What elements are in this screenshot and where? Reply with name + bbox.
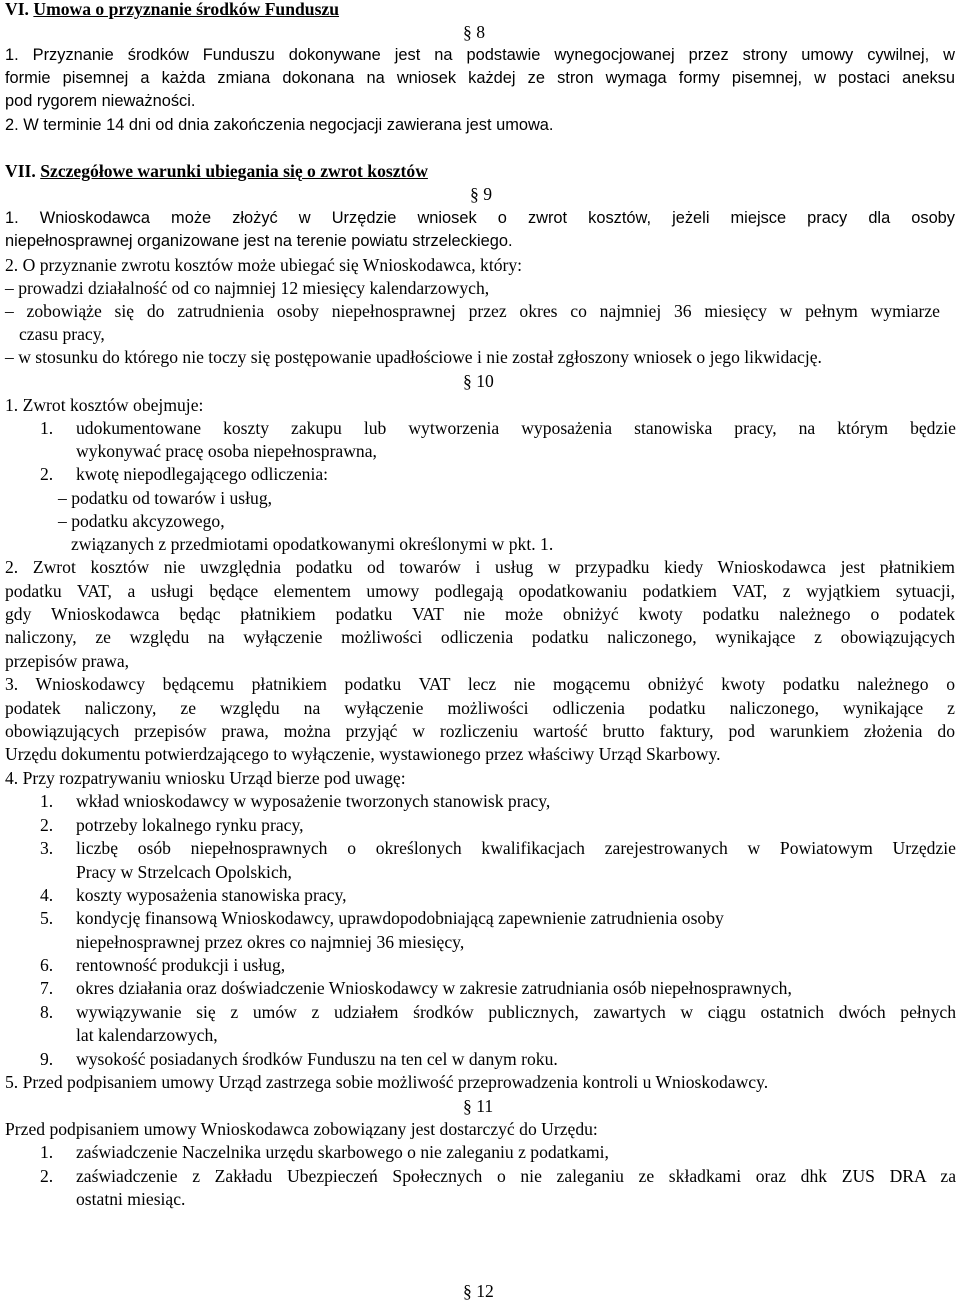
list-number: 9. bbox=[40, 1049, 54, 1069]
list-item: okres działania oraz doświadczenie Wnioskodawcy w zakresie zatrudniania osób niepełnosprawnych, bbox=[76, 978, 792, 998]
list-number: 1. bbox=[40, 1142, 54, 1162]
list-item: kondycję finansową Wnioskodawcy, uprawdopodobniającą zapewnienie zatrudnienia osoby bbox=[76, 908, 724, 928]
paragraph-text: niepełnosprawnej organizowane jest na terenie powiatu strzeleckiego. bbox=[5, 232, 513, 250]
paragraph-text: podatku VAT, a usługi będące elementem umowy podlegają opodatkowaniu podatkiem VAT, z wyjątkiem sytuacji, bbox=[5, 581, 955, 601]
list-item-continuation: czasu pracy, bbox=[19, 324, 105, 344]
paragraph-text: 1. Wnioskodawca może złożyć w Urzędzie wniosek o zwrot kosztów, jeżeli miejsce pracy dla osoby bbox=[5, 209, 955, 227]
list-item: udokumentowane koszty zakupu lub wytworzenia wyposażenia stanowiska pracy, na którym będzie bbox=[76, 418, 956, 438]
list-item-continuation: ostatni miesiąc. bbox=[76, 1189, 186, 1209]
paragraph-text: przepisów prawa, bbox=[5, 651, 130, 671]
list-item-continuation: lat kalendarzowych, bbox=[76, 1025, 218, 1045]
paragraph-text: 4. Przy rozpatrywaniu wniosku Urząd bierze pod uwagę: bbox=[5, 768, 406, 788]
list-item: wywiązywanie się z umów z udziałem środków publicznych, zawartych w ciągu ostatnich dwóch pełnych bbox=[76, 1002, 956, 1022]
list-item: wkład wnioskodawcy w wyposażenie tworzonych stanowisk pracy, bbox=[76, 791, 551, 811]
list-number: 1. bbox=[40, 791, 54, 811]
list-item: – podatku od towarów i usług, bbox=[58, 488, 273, 508]
list-number: 7. bbox=[40, 978, 54, 998]
paragraph-text: 1. Przyznanie środków Funduszu dokonywane jest na podstawie wynegocjowanej przez strony umowy cywilnej, w bbox=[5, 46, 955, 64]
section-heading-vi bbox=[5, 0, 339, 21]
paragraph-text: 3. Wnioskodawcy będącemu płatnikiem podatku VAT lecz nie mogącemu obniżyć kwoty podatku należnego o bbox=[5, 674, 955, 694]
list-item: – podatku akcyzowego, bbox=[58, 511, 225, 531]
paragraph-text: 2. Zwrot kosztów nie uwzględnia podatku od towarów i usług w przypadku kiedy Wnioskodawca jest płatnikiem bbox=[5, 557, 955, 577]
paragraph-sign-9: § 9 bbox=[470, 184, 492, 204]
list-number: 1. bbox=[40, 418, 54, 438]
list-item: liczbę osób niepełnosprawnych o określonych kwalifikacjach zarejestrowanych w Powiatowym Urzędzie bbox=[76, 838, 956, 858]
list-item: – prowadzi działalność od co najmniej 12 miesięcy kalendarzowych, bbox=[5, 278, 490, 298]
paragraph-text: podatek naliczony, ze względu na wyłączenie możliwości odliczenia podatku naliczonego, wynikające z bbox=[5, 698, 955, 718]
paragraph-sign-11: § 11 bbox=[463, 1096, 494, 1116]
list-item: potrzeby lokalnego rynku pracy, bbox=[76, 815, 304, 835]
paragraph-text: 2. W terminie 14 dni od dnia zakończenia negocjacji zawierana jest umowa. bbox=[5, 116, 554, 134]
paragraph-text: formie pisemnej a każda zmiana dokonana na wniosek każdej ze stron wymaga formy pisemnej, w postaci aneksu bbox=[5, 69, 955, 87]
list-item: zaświadczenie Naczelnika urzędu skarbowego o nie zaleganiu z podatkami, bbox=[76, 1142, 609, 1162]
paragraph-sign-12: § 12 bbox=[463, 1281, 494, 1301]
list-item: rentowność produkcji i usług, bbox=[76, 955, 286, 975]
list-item: – w stosunku do którego nie toczy się postępowanie upadłościowe i nie został zgłoszony wniosek o jego likwidację. bbox=[5, 347, 822, 367]
paragraph-text: 2. O przyznanie zwrotu kosztów może ubiegać się Wnioskodawca, który: bbox=[5, 255, 523, 275]
section-heading-vii bbox=[5, 160, 428, 183]
list-number: 8. bbox=[40, 1002, 54, 1022]
list-item-continuation: Pracy w Strzelcach Opolskich, bbox=[76, 862, 292, 882]
paragraph-text: naliczony, ze względu na wyłączenie możliwości odliczenia podatku naliczonego, wynikające z obowiązujących bbox=[5, 627, 955, 647]
paragraph-text: Urzędu dokumentu potwierdzającego to wyłączenie, wystawionego przez właściwy Urząd Skarbowy. bbox=[5, 744, 721, 764]
list-number: 6. bbox=[40, 955, 54, 975]
list-number: 2. bbox=[40, 464, 54, 484]
paragraph-text: gdy Wnioskodawca będąc płatnikiem podatku VAT nie może obniżyć kwoty podatku należnego o podatek bbox=[5, 604, 955, 624]
paragraph-sign-8: § 8 bbox=[463, 22, 485, 42]
list-number: 4. bbox=[40, 885, 54, 905]
list-item: kwotę niepodlegającego odliczenia: bbox=[76, 464, 329, 484]
paragraph-text: Przed podpisaniem umowy Wnioskodawca zobowiązany jest dostarczyć do Urzędu: bbox=[5, 1119, 598, 1139]
paragraph-text: 1. Zwrot kosztów obejmuje: bbox=[5, 395, 204, 415]
list-number: 2. bbox=[40, 815, 54, 835]
list-number: 3. bbox=[40, 838, 54, 858]
list-item-continuation: związanych z przedmiotami opodatkowanymi określonymi w pkt. 1. bbox=[71, 534, 554, 554]
paragraph-text: pod rygorem nieważności. bbox=[5, 92, 196, 110]
section-number: VII. bbox=[5, 161, 36, 181]
list-item: wysokość posiadanych środków Funduszu na ten cel w danym roku. bbox=[76, 1049, 558, 1069]
list-number: 5. bbox=[40, 908, 54, 928]
list-item-continuation: wykonywać pracę osoba niepełnosprawna, bbox=[76, 441, 377, 461]
paragraph-text: obowiązujących przepisów prawa, można przyjąć w rozliczeniu wartość brutto faktury, pod warunkiem złożenia do bbox=[5, 721, 955, 741]
paragraph-text: 5. Przed podpisaniem umowy Urząd zastrzega sobie możliwość przeprowadzenia kontroli u Wnioskodawcy. bbox=[5, 1072, 769, 1092]
paragraph-sign-10: § 10 bbox=[463, 371, 494, 391]
list-number: 2. bbox=[40, 1166, 54, 1186]
section-title: Szczegółowe warunki ubiegania się o zwrot kosztów bbox=[40, 161, 428, 181]
list-item: koszty wyposażenia stanowiska pracy, bbox=[76, 885, 347, 905]
list-item: – zobowiąże się do zatrudnienia osoby niepełnosprawnej przez okres co najmniej 36 miesięcy w pełnym wymiarze bbox=[5, 301, 940, 321]
list-item-continuation: niepełnosprawnej przez okres co najmniej 36 miesięcy, bbox=[76, 932, 465, 952]
list-item: zaświadczenie z Zakładu Ubezpieczeń Społecznych o nie zaleganiu ze składkami oraz dhk ZUS DRA za bbox=[76, 1166, 956, 1186]
section-number: VI. bbox=[5, 0, 29, 19]
section-title: Umowa o przyznanie środków Funduszu bbox=[33, 0, 340, 19]
